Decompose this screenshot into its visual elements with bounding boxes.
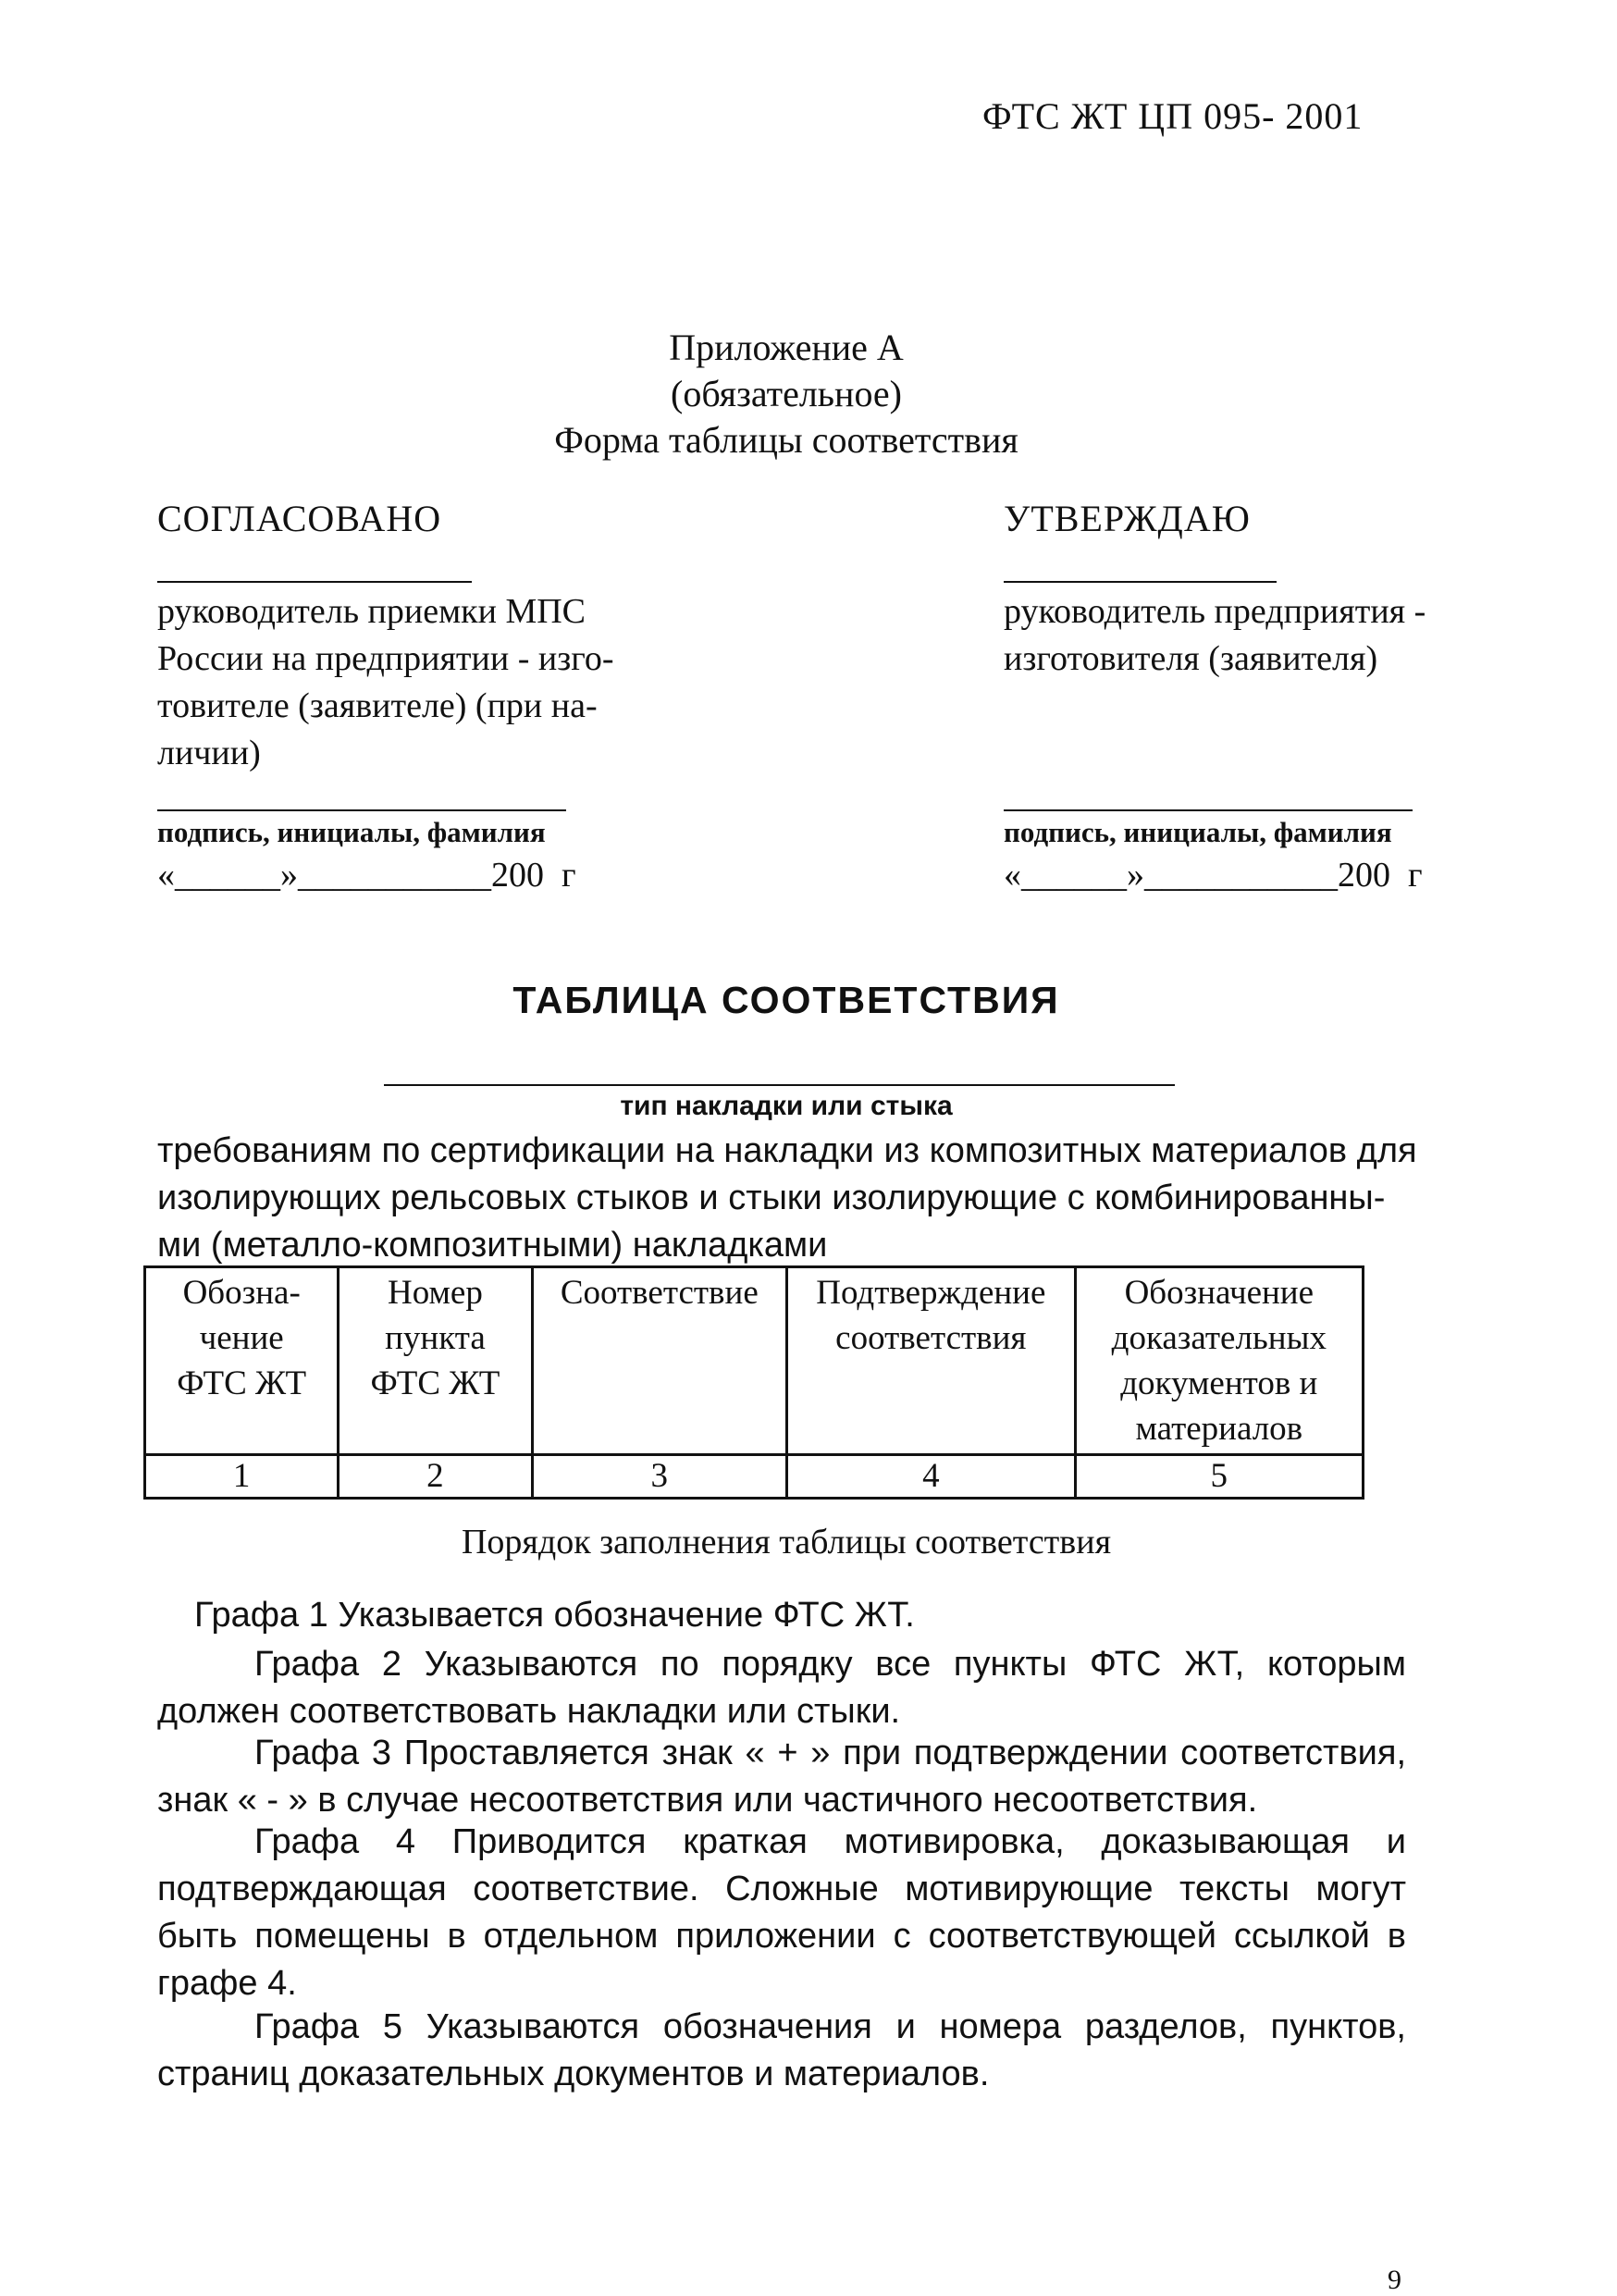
- fill-order-item-1: Графа 1 Указывается обозначение ФТС ЖТ.: [194, 1596, 915, 1635]
- table-column-number-row: [145, 1455, 1364, 1499]
- column-number-cell: 4: [787, 1455, 1076, 1499]
- header-text: пункта: [385, 1319, 486, 1357]
- header-cell-correspondence: [532, 1267, 787, 1455]
- header-text: Номер: [388, 1274, 483, 1312]
- fill-order-item-2: Графа 2 Указываются по порядку все пункты ФТС ЖТ, которым должен соответствовать накладки или стыки.: [157, 1645, 1406, 1731]
- type-fill-line: [384, 1084, 1175, 1086]
- left-name-line: [157, 581, 472, 583]
- left-role-line: личии): [157, 734, 261, 772]
- requirement-text: [157, 1128, 1471, 1269]
- header-text: документов и: [1120, 1364, 1318, 1402]
- type-caption: тип накладки или стыка: [620, 1091, 953, 1121]
- right-date-line: «______»___________200 г: [1004, 856, 1423, 895]
- left-role-line: России на предприятии - изго-: [157, 639, 614, 678]
- fill-order-item-3: Графа 3 Проставляется знак « + » при подтверждении соответствия, знак « - » в случае несоответствия или частичного несоответствия.: [157, 1734, 1406, 1820]
- appendix-title: Приложение А: [669, 327, 904, 368]
- appendix-subtitle: Форма таблицы соответствия: [554, 419, 1018, 461]
- left-role-text: [157, 588, 675, 777]
- left-role-line: руководитель приемки МПС: [157, 592, 586, 631]
- fill-order-item-5: Графа 5 Указываются обозначения и номера разделов, пунктов, страниц доказательных документов и материалов.: [157, 2007, 1406, 2093]
- header-text: ФТС ЖТ: [370, 1364, 500, 1402]
- fill-order-title: Порядок заполнения таблицы соответствия: [461, 1523, 1112, 1562]
- left-block-heading: СОГЛАСОВАНО: [157, 498, 442, 539]
- column-number-cell: 5: [1075, 1455, 1363, 1499]
- column-number-cell: 2: [339, 1455, 532, 1499]
- header-text: материалов: [1135, 1410, 1303, 1448]
- right-signature-caption: подпись, инициалы, фамилия: [1004, 816, 1392, 848]
- header-cell-designation: [145, 1267, 339, 1455]
- left-signature-line: [157, 809, 566, 811]
- right-role-text: [1004, 588, 1577, 683]
- left-signature-caption: подпись, инициалы, фамилия: [157, 816, 546, 848]
- right-signature-line: [1004, 809, 1413, 811]
- right-block-heading: УТВЕРЖДАЮ: [1004, 498, 1251, 539]
- left-date-line: «______»___________200 г: [157, 856, 576, 895]
- fill-order-item-4: Графа 4 Приводится краткая мотивировка, доказывающая и подтверждающая соответствие. Сложные мотивирующие тексты могут быть помещены в отдельном приложении с соответствующей ссылкой в графе 4.: [157, 1822, 1406, 2003]
- right-name-line: [1004, 581, 1277, 583]
- appendix-status: (обязательное): [671, 373, 902, 414]
- right-role-line: руководитель предприятия -: [1004, 592, 1426, 631]
- header-cell-item-number: [339, 1267, 532, 1455]
- header-text: доказательных: [1111, 1319, 1327, 1357]
- header-text: чение: [199, 1319, 284, 1357]
- document-code: ФТС ЖТ ЦП 095- 2001: [982, 95, 1364, 137]
- column-number-cell: 3: [532, 1455, 787, 1499]
- left-role-line: товителе (заявителе) (при на-: [157, 686, 598, 725]
- header-text: Соответствие: [560, 1274, 759, 1312]
- header-text: ФТС ЖТ: [177, 1364, 307, 1402]
- right-role-line: изготовителя (заявителя): [1004, 639, 1378, 678]
- page-number: 9: [1388, 2265, 1401, 2295]
- requirement-line: изолирующих рельсовых стыков и стыки изолирующие с комбинированны-: [157, 1179, 1386, 1217]
- column-number-cell: 1: [145, 1455, 339, 1499]
- header-text: Обозна-: [182, 1274, 301, 1312]
- header-cell-evidence-docs: [1075, 1267, 1363, 1455]
- header-text: соответствия: [835, 1319, 1027, 1357]
- header-cell-confirmation: [787, 1267, 1076, 1455]
- correspondence-table: [143, 1265, 1364, 1500]
- header-text: Подтверждение: [816, 1274, 1046, 1312]
- table-title: ТАБЛИЦА СООТВЕТСТВИЯ: [512, 979, 1060, 1021]
- requirement-line: ми (металло-композитными) накладками: [157, 1226, 828, 1265]
- requirement-line: требованиям по сертификации на накладки из композитных материалов для: [157, 1131, 1417, 1170]
- header-text: Обозначение: [1124, 1274, 1315, 1312]
- table-header-row: [145, 1267, 1364, 1455]
